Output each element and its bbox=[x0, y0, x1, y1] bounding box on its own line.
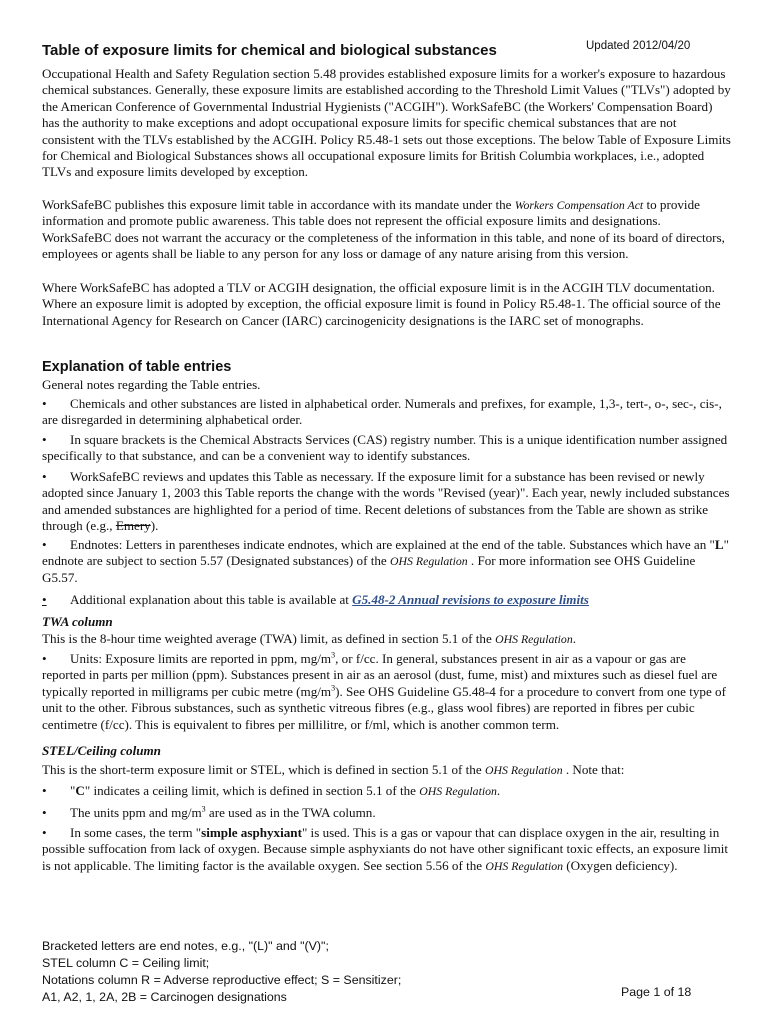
general-notes: General notes regarding the Table entries. bbox=[42, 377, 261, 392]
bullet-marker: • bbox=[42, 396, 47, 411]
bullet-marker: • bbox=[42, 592, 47, 607]
intro-paragraph-1: Occupational Health and Safety Regulation section 5.48 provides established exposure limits for a worker's exposure to hazardous chemical substances. Generally, these exposure limits are established according to the Threshold Limit Values ("TLVs") adopted by the American Conference of Governmental Industrial Hygienists ("ACGIH"). WorkSafeBC (the Workers' Compensation Board) has the authority to make exceptions and adopt occupational exposure limits for specific chemical substances that are not consistent with the TLVs established by the ACGIH. Policy R5.48-1 sets out those exceptions. The below Table of Exposure Limits for Chemical and Biological Substances shows all occupational exposure limits for British Columbia workplaces, i.e., adopted TLVs and exposure limits developed by exception. bbox=[42, 66, 731, 180]
intro-paragraph-3: Where WorkSafeBC has adopted a TLV or ACGIH designation, the official exposure limit is in the ACGIH TLV documentation. Where an exposure limit is adopted by exception, the official exposure limit is found in Policy R5.48-1. The official source of the International Agency for Research on Cancer (IARC) carcinogenicity designations is the IARC set of monographs. bbox=[42, 280, 721, 328]
bullet-additional-explanation: • Additional explanation about this table is available at G5.48-2 Annual revisions to exposure limits bbox=[42, 592, 589, 607]
intro-paragraph-2: WorkSafeBC publishes this exposure limit table in accordance with its mandate under the Workers Compensation Act to provide information and promote public awareness. This table does not represent the official exposure limits and designations. WorkSafeBC does not warrant the accuracy or the completeness of the information in this table, and none of its board of directors, employees or agents shall be liable to any person for any loss or damage of any nature arising from this version. bbox=[42, 197, 725, 262]
section-heading-stel: STEL/Ceiling column bbox=[42, 743, 161, 758]
strikethrough-example: Emery bbox=[115, 518, 151, 534]
footer-line: Notations column R = Adverse reproductive effect; S = Sensitizer; bbox=[42, 973, 402, 987]
section-heading-twa: TWA column bbox=[42, 614, 113, 629]
bullet-revisions: • WorkSafeBC reviews and updates this Table as necessary. If the exposure limit for a substance has been revised or newly adopted since January 1, 2003 this Table reports the change with the words "Revised (year)". Each year, newly included substances and amended substances are highlighted for a period of time. Recent deletions of substances from the Table are shown as strike through (e.g., Emery). bbox=[42, 469, 730, 534]
page-number: Page 1 of 18 bbox=[621, 985, 692, 999]
bullet-cas-number: • In square brackets is the Chemical Abstracts Services (CAS) registry number. This is a unique identification number assigned specifically to that substance, and can be a convenient way to identify substances. bbox=[42, 432, 728, 464]
bullet-alphabetical: • Chemicals and other substances are listed in alphabetical order. Numerals and prefixes, for example, 1,3-, tert-, o-, sec-, cis-, are disregarded in determining alphabetical order. bbox=[42, 396, 722, 428]
bullet-marker: • bbox=[42, 783, 47, 798]
bullet-units: • Units: Exposure limits are reported in ppm, $mg/m^3$, or f/cc. In general, substances present in air as a vapour or gas are reported in parts per million (ppm). Substances present in air as an aerosol (dust, fume, mist) and mixtures such as diesel fuel are typically reported in milligrams per cubic metre $(mg/m^3)$. See OHS Guideline G5.48-4 for a procedure to convert from one type of unit to the other. Fibrous substances, such as synthetic vitreous fibres (e.g., glass wool fibres) are reported in fibres per cubic centimetre (f/cc). This is equivalent to fibres per millilitre, or f/ml, which is another common term. bbox=[42, 650, 726, 732]
bullet-marker: • bbox=[42, 432, 47, 447]
footer-line: Bracketed letters are end notes, e.g., "(L)" and "(V)"; bbox=[42, 939, 329, 953]
bullet-marker: • bbox=[42, 825, 47, 840]
footer-legend bbox=[42, 938, 401, 1006]
updated-date: Updated 2012/04/20 bbox=[586, 40, 691, 52]
bullet-ceiling: • "C" indicates a ceiling limit, which is defined in section 5.1 of the OHS Regulation. bbox=[42, 783, 501, 798]
footer-line: STEL column C = Ceiling limit; bbox=[42, 956, 210, 970]
twa-definition: This is the 8-hour time weighted average (TWA) limit, as defined in section 5.1 of the OHS Regulation. bbox=[42, 631, 577, 646]
bullet-marker: • bbox=[42, 805, 47, 820]
bullet-marker: • bbox=[42, 651, 47, 666]
workers-compensation-act-ref: Workers Compensation Act bbox=[514, 198, 644, 212]
stel-definition: This is the short-term exposure limit or STEL, which is defined in section 5.1 of the OHS Regulation . Note that: bbox=[42, 762, 625, 777]
annual-revisions-link[interactable]: G5.48-2 Annual revisions to exposure limits bbox=[352, 592, 589, 607]
bullet-simple-asphyxiant: • In some cases, the term "simple asphyxiant" is used. This is a gas or vapour that can displace oxygen in the air, resulting in possible suffocation from lack of oxygen. Because simple asphyxiants do not have other significant toxic effects, an exposure limit is not applicable. The limiting factor is the available oxygen. See section 5.56 of the OHS Regulation (Oxygen deficiency). bbox=[42, 825, 729, 873]
bullet-endnotes: • Endnotes: Letters in parentheses indicate endnotes, which are explained at the end of the table. Substances which have an "L" endnote are subject to section 5.57 (Designated substances) of the OHS Regulation . For more information see OHS Guideline G5.57. bbox=[42, 537, 729, 585]
section-heading-explanation: Explanation of table entries bbox=[42, 359, 232, 375]
page-title: Table of exposure limits for chemical and biological substances bbox=[42, 42, 497, 59]
bullet-marker: • bbox=[42, 537, 47, 552]
bullet-marker: • bbox=[42, 469, 47, 484]
footer-line: A1, A2, 1, 2A, 2B = Carcinogen designations bbox=[42, 990, 287, 1004]
bullet-units-stel: • The units ppm and $mg/m^3$ are used as in the TWA column. bbox=[42, 804, 376, 820]
